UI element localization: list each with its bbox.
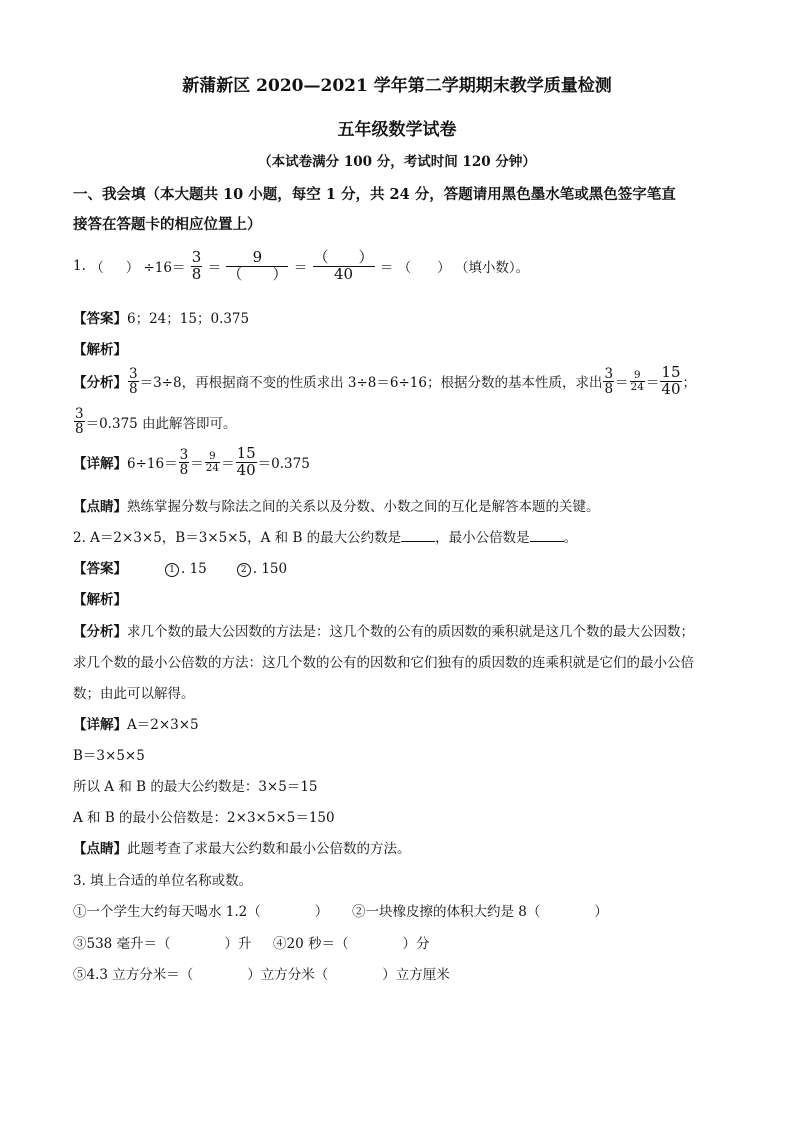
q1-d-f3-den: 40 [236,460,256,479]
q2-analysis-line3: 数；由此可以解得。 [73,686,195,702]
q2-detail-text1: A＝2×3×5 [127,717,199,733]
q3-item-4: ④20 秒＝（ ）分 [273,936,430,952]
q2-text1: 2. A＝2×3×5，B＝3×5×5，A 和 B 的最大公约数是 [73,530,402,546]
q2-detail-line4: A 和 B 的最小公倍数是：2×3×5×5＝150 [73,810,335,826]
q1-detail-tag: 【详解】 [73,456,127,473]
q1-analysis-text2: ＝0.375 由此解答即可。 [85,415,237,432]
q1-fraction-3-8 [191,250,203,283]
q1-d-f3-num: 15 [236,444,256,462]
q1-fraction-blank-40 [313,250,375,283]
q1-d-f1-num: 3 [179,446,189,463]
section1-heading-line1: 一、我会填（本大题共 10 小题，每空 1 分，共 24 分，答题请用黑色墨水笔或黑色签字笔直 [73,186,676,203]
q2-answer [73,557,287,577]
q1-f1-den: 8 [191,264,202,283]
q2-text2: ，最小公倍数是 [435,530,530,546]
q1-a-f3-den: 24 [630,380,644,393]
q1-a-f2-num: 3 [604,365,614,382]
q1-analysis-eq1: ＝ [615,375,629,392]
q1-analysis-eq2: ＝ [645,375,660,392]
q1-f3-den: 40 [333,264,354,283]
q2-detail-line3: 所以 A 和 B 的最大公约数是：3×5＝15 [73,779,318,795]
q1-detail-frac1 [179,448,190,477]
q1-div16: ÷16＝ [143,260,186,277]
q1-eq3: ＝ [379,260,394,277]
exam-title: 新蒲新区 2020—2021 学年第二学期期末教学质量检测 [182,76,612,96]
q1-answer [73,307,249,327]
q1-detail [73,446,310,479]
q2-point-tag: 【点睛】 [73,841,127,857]
section1-heading-line2: 接答在答题卡的相应位置上） [73,216,262,233]
q1-a-f-den: 8 [129,380,138,397]
q2-detail-tag: 【详解】 [73,717,127,733]
q1-detail-text2: ＝0.375 [257,456,310,473]
exam-note: （本试卷满分 100 分，考试时间 120 分钟） [258,154,536,170]
q2-analysis-text1: 求几个数的最大公因数的方法是：这几个数的公有的质因数的乘积就是这几个数的最大公因数； [127,624,694,640]
q1-eq2: ＝ [293,260,308,277]
q1-eq1: ＝ [207,260,222,277]
q1-analysis-frac3 [630,370,645,393]
q1-jiexi: 【解析】 [73,342,127,358]
q2-jiexi: 【解析】 [73,592,127,608]
q1-point-tag: 【点睛】 [73,499,127,515]
q1-analysis-semicolon: ； [682,375,697,392]
q2-blank2 [530,529,564,542]
q1-rparen2: ） [437,260,451,277]
q1-d-f2-num: 9 [205,451,220,463]
q3-item-1: ①一个学生大约每天喝水 1.2（ ） [73,904,329,920]
q2-analysis-tag: 【分析】 [73,624,127,640]
q1-analysis-line1 [73,365,696,398]
q1-analysis-text1: ＝3÷8，再根据商不变的性质求出 3÷8＝6÷16；根据分数的基本性质，求出 [139,375,603,392]
q1-f1-num: 3 [191,248,202,266]
q2-analysis-line1 [73,620,694,640]
q1-f2-num: 9 [226,250,288,267]
q1-number: 1. [73,258,86,275]
q1-a-f5-den: 8 [75,421,84,438]
q1-d-f2-den: 24 [205,461,220,474]
q1-lparen2: （ [397,260,412,277]
q3-item-3: ③538 毫升＝（ ）升 [73,936,252,952]
q1-a-f4-den: 40 [661,379,681,398]
q1-a-f3-num: 9 [630,370,645,382]
q2-circle-1: 1 [165,563,179,577]
q1-a-f2-den: 8 [604,380,614,397]
q1-a-f4-num: 15 [661,363,681,381]
q1-detail-frac3 [236,446,257,479]
q1-detail-eq2: ＝ [221,456,235,473]
q2-answer-1: . 15 [181,561,207,577]
q2-analysis-line2: 求几个数的最小公倍数的方法：这几个数的公有的因数和它们独有的质因数的连乘积就是它们的最小公倍 [73,655,694,671]
q2-point-text: 此题考查了求最大公约数和最小公倍数的方法。 [127,841,411,857]
q1-a-f-num: 3 [129,365,138,382]
q1-analysis-frac5 [74,407,85,436]
q1-fraction-9-blank [226,250,288,283]
q2-detail-line2: B＝3×5×5 [73,748,145,764]
q1-detail-text1: 6÷16＝ [127,456,178,473]
q3-title: 3. 填上合适的单位名称或数。 [73,873,253,889]
q1-f3-num: （ ） [313,248,374,266]
q1-point-text: 熟练掌握分数与除法之间的关系以及分数、小数之间的互化是解答本题的关键。 [127,499,600,515]
q1-detail-frac2 [205,451,220,474]
q1-analysis-frac1 [128,367,139,396]
q3-item-2: ②一块橡皮擦的体积大约是 8（ ） [352,904,608,920]
q2-question [73,526,577,546]
q1-lparen: （ [90,260,104,277]
q2-detail-line1 [73,713,199,733]
q1-analysis-frac2 [603,367,614,396]
q1-rparen: ） [125,260,140,277]
q2-blank1 [401,529,435,542]
q1-d-f1-den: 8 [179,461,189,478]
q1-point [73,495,600,515]
q2-answer-tag: 【答案】 [73,561,127,577]
q1-answer-text: 6；24；15；0.375 [127,311,250,327]
q3-item-5: ⑤4.3 立方分米＝（ ）立方分米（ ）立方厘米 [73,967,450,983]
q1-answer-tag: 【答案】 [73,311,127,327]
q2-circle-2: 2 [237,563,251,577]
q1-a-f5-num: 3 [75,406,84,422]
q1-analysis-frac4 [660,365,681,398]
q2-text3: 。 [563,530,578,546]
q1-detail-eq1: ＝ [190,456,204,473]
q1-question [73,250,529,283]
q1-tail: （填小数）。 [454,260,530,277]
q1-analysis-line2 [73,407,237,436]
q2-point [73,837,411,857]
q2-answer-2: . 150 [252,561,288,577]
q1-analysis-tag: 【分析】 [73,375,127,392]
q1-f2-den: （ ） [227,264,288,283]
exam-subtitle: 五年级数学试卷 [337,120,457,140]
